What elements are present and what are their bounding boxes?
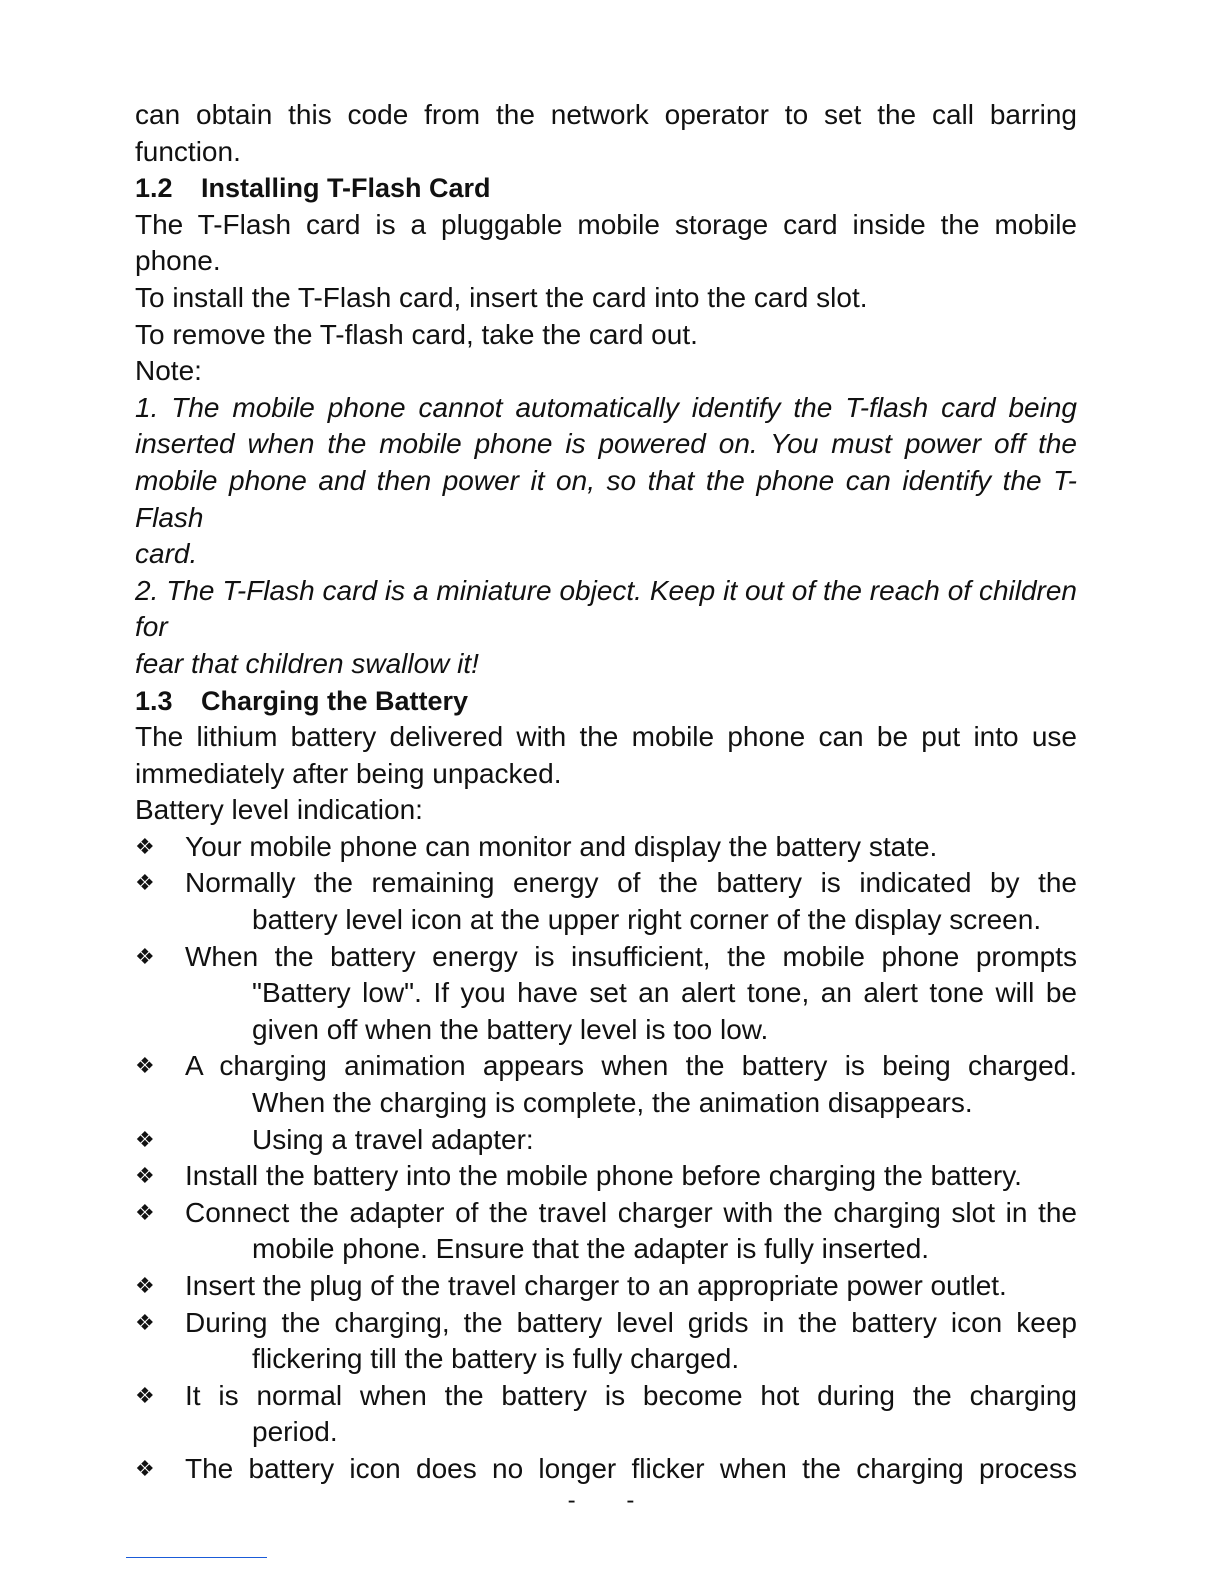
paragraph-line: The lithium battery delivered with the mobile phone can be put into use — [135, 721, 1077, 753]
page-number-marker: - - — [567, 1487, 657, 1514]
document-page — [135, 97, 1077, 1488]
bullet-diamond-icon: ❖ — [135, 833, 155, 859]
bullet-diamond-icon: ❖ — [135, 1273, 155, 1298]
note-label: Note: — [135, 355, 202, 387]
bullet-diamond-icon: ❖ — [135, 1309, 155, 1335]
bullet-continuation: flickering till the battery is fully charged. — [252, 1343, 740, 1375]
bullet-item — [135, 939, 1077, 976]
bullet-item — [135, 865, 1077, 902]
bullet-item — [135, 1305, 1077, 1342]
note-line: card. — [135, 538, 198, 570]
section-number: 1.2 — [135, 173, 173, 204]
bullet-continuation: given off when the battery level is too low. — [252, 1013, 769, 1045]
bullet-item — [135, 1195, 1077, 1232]
paragraph-line: phone. — [135, 245, 221, 277]
bullet-item — [135, 1451, 1077, 1488]
bullet-diamond-icon: ❖ — [135, 1163, 155, 1189]
footnote-divider — [126, 1557, 267, 1558]
note-line: 1. The mobile phone cannot automatically identify the T-flash card being — [135, 391, 1077, 423]
bullet-text: Install the battery into the mobile phone before charging the battery. — [185, 1160, 1022, 1192]
section-title: Charging the Battery — [201, 685, 469, 716]
bullet-item — [135, 1378, 1077, 1415]
paragraph-line: immediately after being unpacked. — [135, 757, 562, 789]
bullet-text: Your mobile phone can monitor and display the battery state. — [185, 830, 938, 862]
paragraph-line: Battery level indication: — [135, 794, 423, 826]
bullet-text: It is normal when the battery is become hot during the charging — [185, 1379, 1077, 1411]
note-line: 2. The T-Flash card is a miniature object. Keep it out of the reach of children for — [135, 574, 1077, 643]
paragraph-line: function. — [135, 135, 241, 167]
bullet-text: Insert the plug of the travel charger to an appropriate power outlet. — [185, 1270, 1007, 1301]
bullet-continuation: mobile phone. Ensure that the adapter is fully inserted. — [252, 1233, 930, 1265]
section-title: Installing T-Flash Card — [201, 173, 491, 204]
bullet-diamond-icon: ❖ — [135, 943, 155, 969]
bullet-item — [135, 1048, 1077, 1085]
bullet-diamond-icon: ❖ — [135, 1455, 155, 1481]
bullet-text: During the charging, the battery level grids in the battery icon keep — [185, 1306, 1077, 1338]
bullet-text: Connect the adapter of the travel charger with the charging slot in the — [185, 1196, 1077, 1228]
bullet-text: Using a travel adapter: — [252, 1123, 534, 1155]
note-line: inserted when the mobile phone is powered on. You must power off the — [135, 428, 1077, 460]
bullet-continuation: "Battery low". If you have set an alert tone, an alert tone will be — [252, 977, 1077, 1009]
bullet-diamond-icon: ❖ — [135, 1382, 155, 1408]
bullet-diamond-icon: ❖ — [135, 870, 155, 896]
bullet-text: Normally the remaining energy of the battery is indicated by the — [185, 867, 1077, 899]
bullet-item — [135, 1158, 1077, 1195]
paragraph-line: To install the T-Flash card, insert the card into the card slot. — [135, 281, 868, 313]
bullet-diamond-icon: ❖ — [135, 1199, 155, 1225]
section-heading-1-3 — [135, 683, 1077, 720]
bullet-item — [135, 1268, 1077, 1305]
note-line: fear that children swallow it! — [135, 647, 479, 679]
bullet-diamond-icon: ❖ — [135, 1053, 155, 1079]
bullet-item — [135, 829, 1077, 866]
bullet-text: When the battery energy is insufficient, the mobile phone prompts — [185, 940, 1077, 972]
paragraph-line: can obtain this code from the network operator to set the call barring — [135, 99, 1077, 130]
bullet-text: A charging animation appears when the battery is being charged. — [185, 1050, 1077, 1082]
bullet-continuation: battery level icon at the upper right corner of the display screen. — [252, 904, 1042, 936]
bullet-diamond-icon: ❖ — [135, 1126, 155, 1152]
note-line: mobile phone and then power it on, so that the phone can identify the T-Flash — [135, 464, 1077, 533]
bullet-continuation: period. — [252, 1416, 338, 1448]
bullet-text: The battery icon does no longer flicker when the charging process — [185, 1452, 1077, 1484]
paragraph-line: The T-Flash card is a pluggable mobile storage card inside the mobile — [135, 208, 1077, 240]
paragraph-line: To remove the T-flash card, take the card out. — [135, 318, 698, 350]
bullet-item — [135, 1122, 1077, 1159]
bullet-continuation: When the charging is complete, the animation disappears. — [252, 1087, 973, 1119]
section-heading-1-2 — [135, 170, 1077, 207]
section-number: 1.3 — [135, 685, 173, 716]
